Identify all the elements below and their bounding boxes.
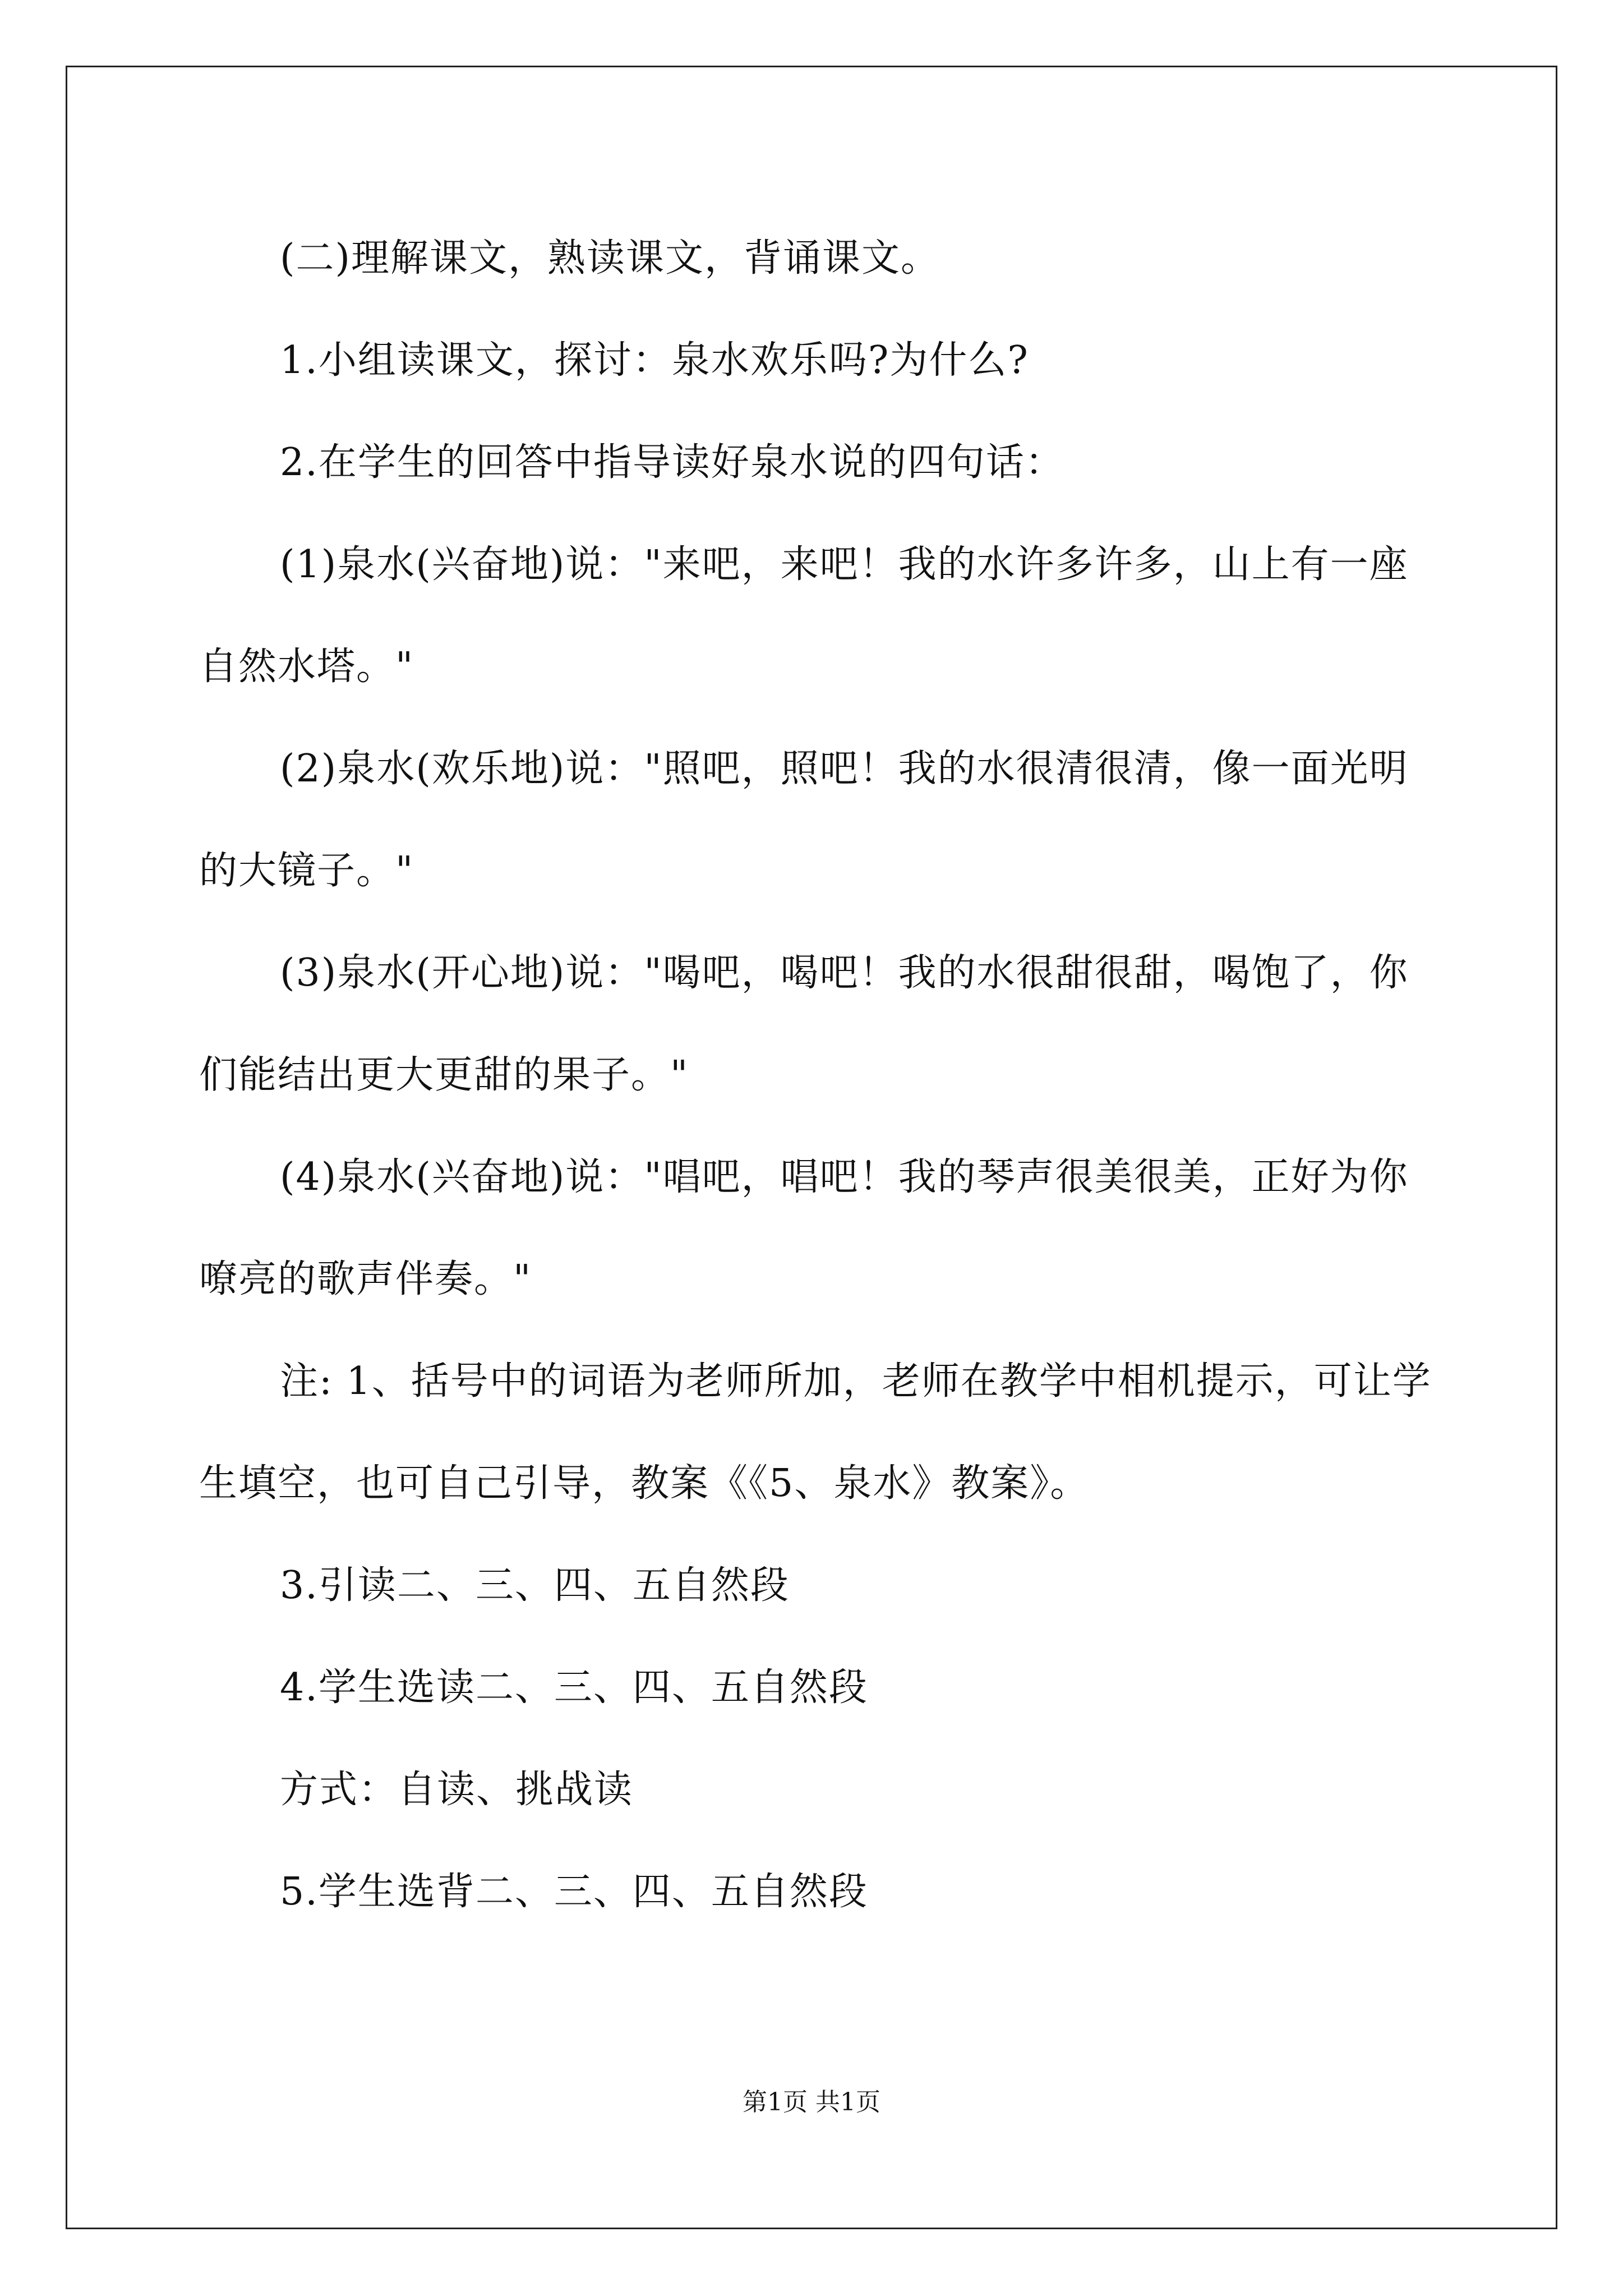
document-body — [199, 208, 1433, 1943]
paragraph-step-2: 2.在学生的回答中指导读好泉水说的四句话： — [280, 440, 1064, 485]
paragraph-step-5: 5.学生选背二、三、四、五自然段 — [280, 1870, 868, 1914]
paragraph-step-4: 4.学生选读二、三、四、五自然段 — [280, 1665, 868, 1710]
section-heading: (二)理解课文，熟读课文，背诵课文。 — [280, 236, 940, 280]
paragraph-quote-2: (2)泉水(欢乐地)说："照吧，照吧！我的水很清很清，像一面光明的大镜子。" — [199, 747, 1409, 893]
page-number-footer: 第1页 共1页 — [743, 2088, 880, 2116]
paragraph-note: 注: 1、括号中的词语为老师所加，老师在教学中相机提示，可让学生填空，也可自己引导，教案《《5、泉水》教案》。 — [199, 1359, 1432, 1506]
paragraph-method: 方式：自读、挑战读 — [280, 1768, 634, 1812]
paragraph-quote-3: (3)泉水(开心地)说："喝吧，喝吧！我的水很甜很甜，喝饱了，你们能结出更大更甜的果子。" — [199, 951, 1409, 1097]
paragraph-step-1: 1.小组读课文，探讨：泉水欢乐吗?为什么? — [280, 338, 1029, 383]
paragraph-quote-4: (4)泉水(兴奋地)说："唱吧，唱吧！我的琴声很美很美，正好为你嘹亮的歌声伴奏。" — [199, 1155, 1409, 1301]
paragraph-step-3: 3.引读二、三、四、五自然段 — [280, 1563, 790, 1608]
paragraph-quote-1: (1)泉水(兴奋地)说："来吧，来吧！我的水许多许多，山上有一座自然水塔。" — [199, 542, 1409, 689]
